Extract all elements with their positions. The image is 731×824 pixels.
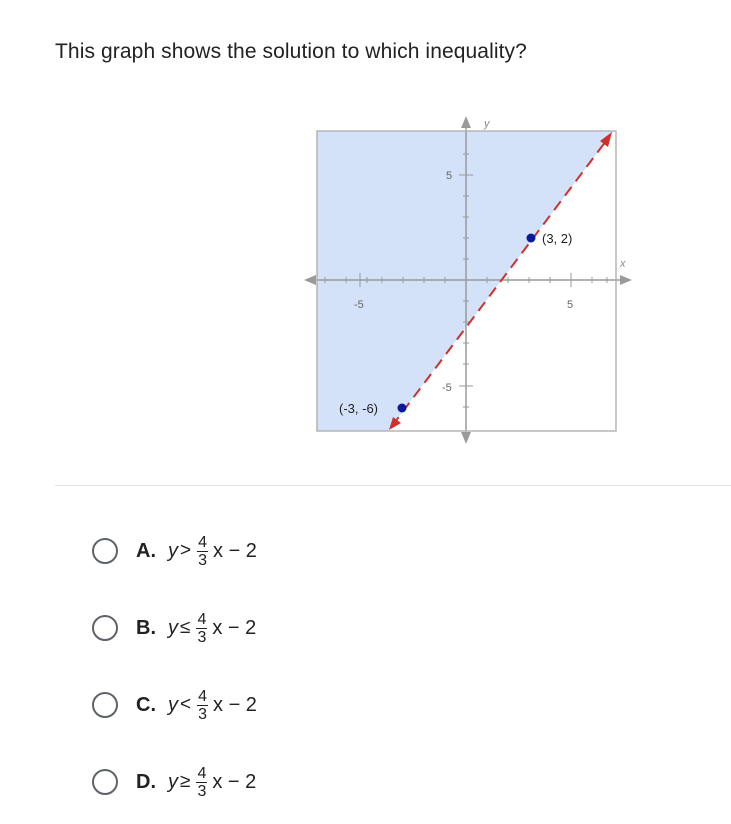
x-axis-arrow-right: [620, 275, 632, 285]
inequality-graph: [296, 110, 641, 450]
x-tick-label-neg5: -5: [354, 299, 364, 311]
point-3-2: [527, 234, 536, 243]
option-b[interactable]: [92, 600, 256, 656]
option-letter: D.: [136, 770, 156, 793]
denominator: 3: [197, 782, 207, 800]
relation-symbol: >: [180, 540, 192, 561]
relation-symbol: <: [180, 694, 192, 715]
option-expression: [168, 534, 257, 569]
expression-rest: x − 2: [212, 616, 257, 639]
numerator: 4: [198, 533, 208, 551]
question-text: This graph shows the solution to which inequality?: [55, 40, 527, 63]
relation-symbol: ≥: [180, 771, 191, 792]
option-d[interactable]: [92, 754, 256, 810]
radio-button-c[interactable]: [92, 692, 118, 718]
x-axis-label: x: [620, 258, 626, 270]
point-neg3-neg6: [398, 404, 407, 413]
option-expression: [168, 765, 256, 800]
radio-button-b[interactable]: [92, 615, 118, 641]
point-label-3-2: (3, 2): [542, 231, 573, 246]
denominator: 3: [198, 705, 208, 723]
variable: y: [168, 539, 178, 562]
variable: y: [168, 770, 178, 793]
x-tick-label-5: 5: [567, 299, 574, 311]
fraction: [197, 534, 208, 569]
graph-svg: [296, 110, 641, 450]
option-expression: [168, 688, 257, 723]
fraction: [196, 765, 207, 800]
radio-button-d[interactable]: [92, 769, 118, 795]
numerator: 4: [197, 610, 207, 628]
radio-button-a[interactable]: [92, 538, 118, 564]
denominator: 3: [197, 628, 207, 646]
option-letter: C.: [136, 693, 156, 716]
y-axis-arrow-up: [461, 116, 471, 128]
y-tick-label-neg5: -5: [442, 382, 452, 394]
section-divider: [55, 485, 731, 486]
expression-rest: x − 2: [212, 770, 257, 793]
fraction: [197, 688, 208, 723]
y-axis-arrow-down: [461, 432, 471, 444]
relation-symbol: ≤: [180, 617, 191, 638]
option-expression: [168, 611, 256, 646]
fraction: [196, 611, 207, 646]
option-letter: B.: [136, 616, 156, 639]
y-tick-label-5: 5: [446, 170, 453, 182]
numerator: 4: [197, 764, 207, 782]
variable: y: [168, 616, 178, 639]
expression-rest: x − 2: [213, 539, 257, 562]
option-c[interactable]: [92, 677, 257, 733]
y-axis-label: y: [484, 118, 490, 130]
expression-rest: x − 2: [213, 693, 257, 716]
x-axis-arrow-left: [304, 275, 316, 285]
point-label-neg3-neg6: (-3, -6): [339, 401, 378, 416]
variable: y: [168, 693, 178, 716]
numerator: 4: [198, 687, 208, 705]
option-letter: A.: [136, 539, 156, 562]
option-a[interactable]: [92, 523, 257, 579]
denominator: 3: [198, 551, 208, 569]
